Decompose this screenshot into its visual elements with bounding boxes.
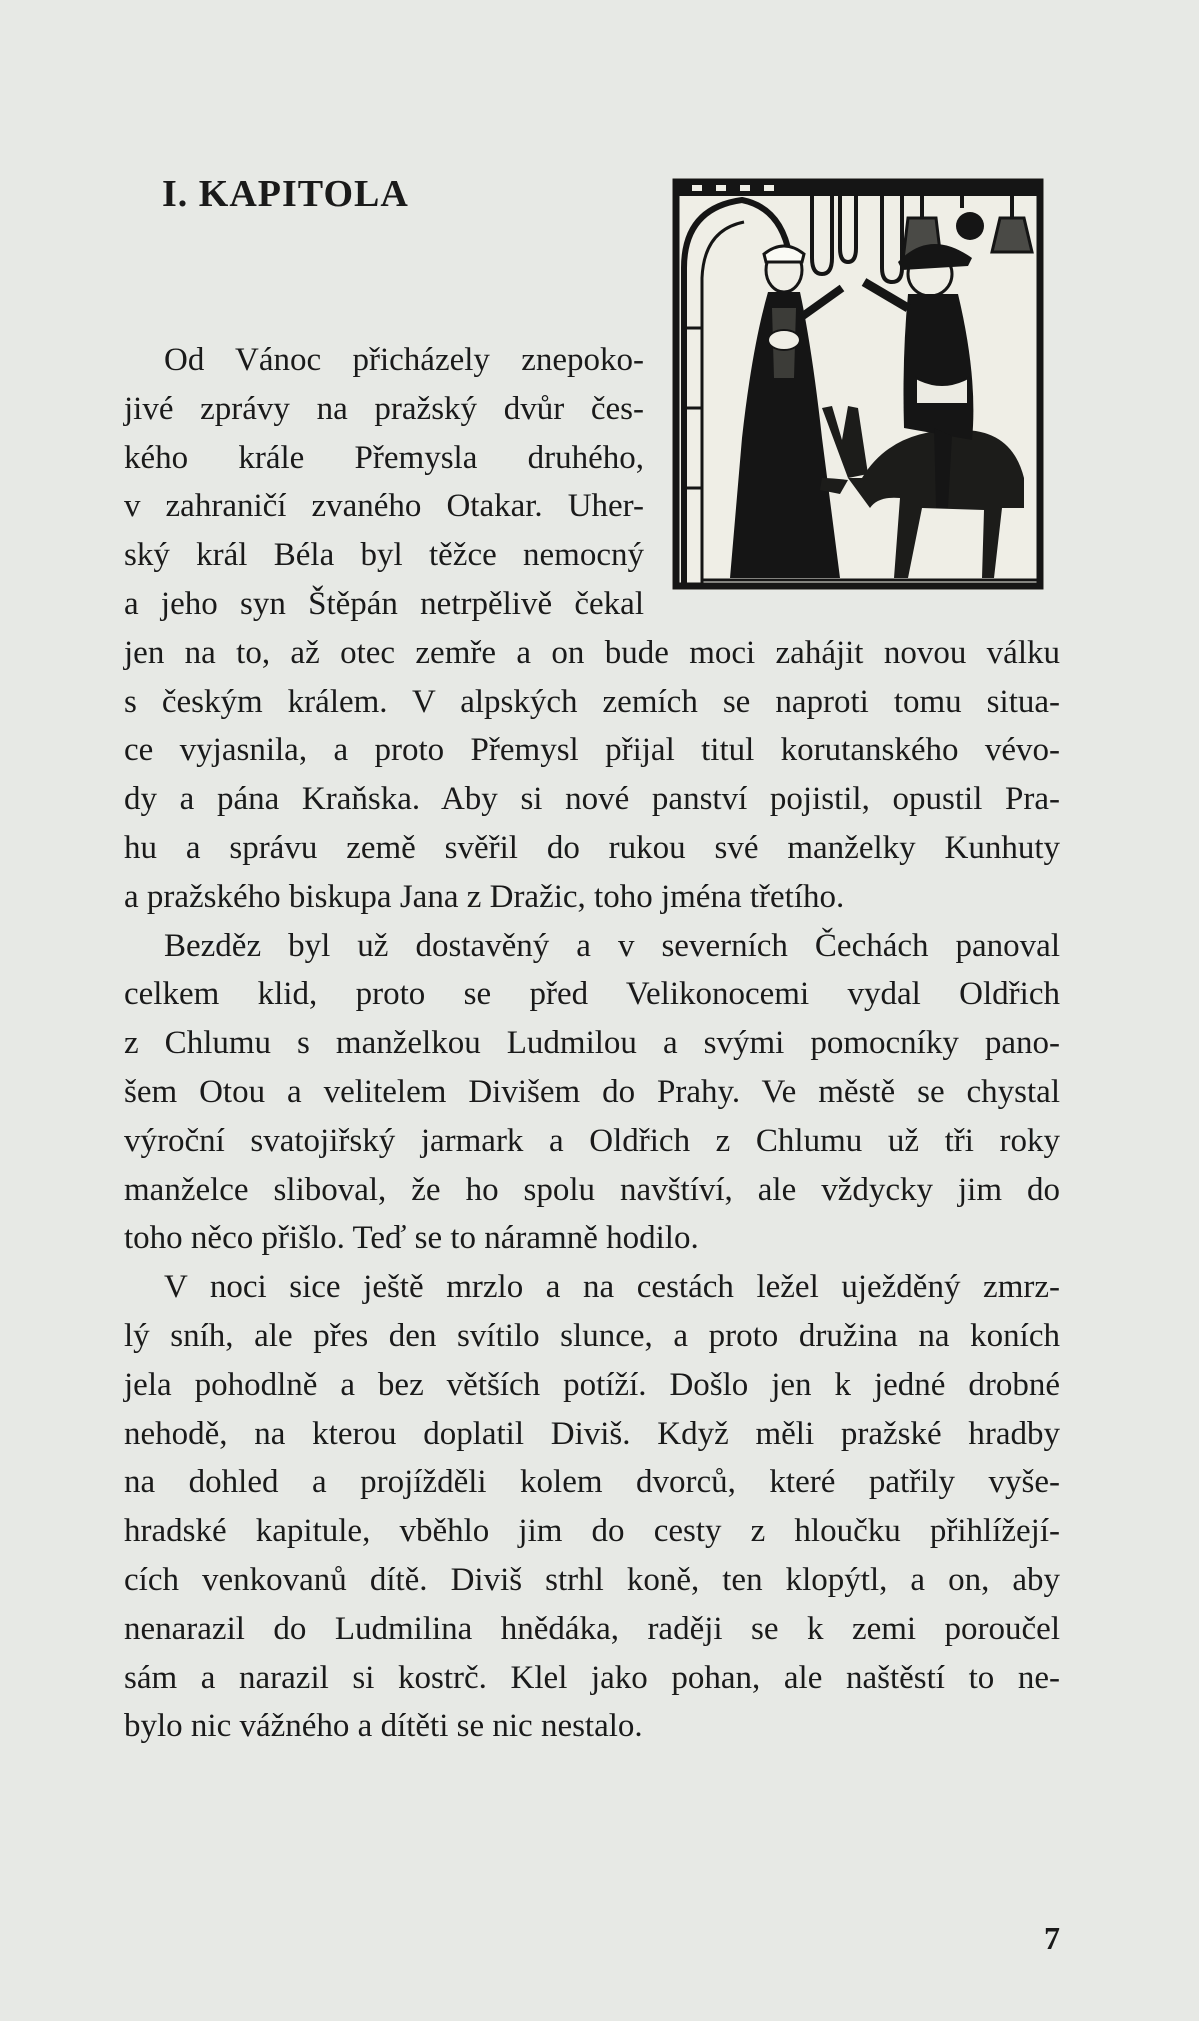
body-text	[124, 336, 1060, 1751]
text-line: manželce sliboval, že ho spolu navštíví, ale vždycky jim do	[124, 1171, 1060, 1208]
text-line: bylo nic vážného a dítěti se nic nestalo.	[124, 1708, 643, 1745]
text-line: šem Otou a velitelem Divišem do Prahy. Ve městě se chystal	[124, 1073, 1060, 1110]
text-line: sám a narazil si kostrč. Klel jako pohan, ale naštěstí to ne-	[124, 1659, 1060, 1696]
text-line: a jeho syn Štěpán netrpělivě čekal	[124, 585, 644, 622]
chapter-title: I. KAPITOLA	[162, 173, 409, 215]
text-line: nenarazil do Ludmilina hnědáka, raději se k zemi poroučel	[124, 1610, 1060, 1647]
text-line: jela pohodlně a bez větších potíží. Došlo jen k jedné drobné	[124, 1366, 1060, 1403]
text-line: ce vyjasnila, a proto Přemysl přijal titul korutanského vévo-	[124, 732, 1060, 769]
text-line: toho něco přišlo. Teď se to náramně hodilo.	[124, 1220, 699, 1257]
text-line: nehodě, na kterou doplatil Diviš. Když měli pražské hradby	[124, 1415, 1060, 1452]
text-line: výroční svatojiřský jarmark a Oldřich z Chlumu už tři roky	[124, 1122, 1060, 1159]
text-line: z Chlumu s manželkou Ludmilou a svými pomocníky pano-	[124, 1025, 1060, 1062]
text-line: s českým králem. V alpských zemích se naproti tomu situa-	[124, 683, 1060, 720]
page-number: 7	[1044, 1920, 1060, 1956]
text-line: cích venkovanů dítě. Diviš strhl koně, ten klopýtl, a on, aby	[124, 1561, 1060, 1598]
text-line: dy a pána Kraňska. Aby si nové panství pojistil, opustil Pra-	[124, 781, 1060, 818]
text-line: a pražského biskupa Jana z Dražic, toho jména třetího.	[124, 878, 845, 915]
text-line: Od Vánoc přicházely znepoko-	[164, 342, 644, 378]
text-line: kého krále Přemysla druhého,	[124, 439, 644, 476]
text-line: Bezděz byl už dostavěný a v severních Čechách panoval	[164, 927, 1060, 964]
text-line: hradské kapitule, vběhlo jim do cesty z hloučku přihlížejí-	[124, 1513, 1060, 1550]
text-line: celkem klid, proto se před Velikonocemi vydal Oldřich	[124, 976, 1060, 1013]
text-line: na dohled a projížděli kolem dvorců, které patřily vyše-	[124, 1464, 1060, 1501]
text-line: V noci sice ještě mrzlo a na cestách ležel uježděný zmrz-	[164, 1269, 1060, 1306]
text-line: jivé zprávy na pražský dvůr čes-	[124, 390, 644, 427]
text-line: lý sníh, ale přes den svítilo slunce, a proto družina na koních	[124, 1317, 1060, 1354]
text-line: v zahraničí zvaného Otakar. Uher-	[124, 488, 644, 525]
text-line: hu a správu země svěřil do rukou své manželky Kunhuty	[124, 829, 1060, 866]
text-line: ský král Béla byl těžce nemocný	[124, 537, 644, 574]
text-line: jen na to, až otec zemře a on bude moci zahájit novou válku	[124, 634, 1060, 671]
